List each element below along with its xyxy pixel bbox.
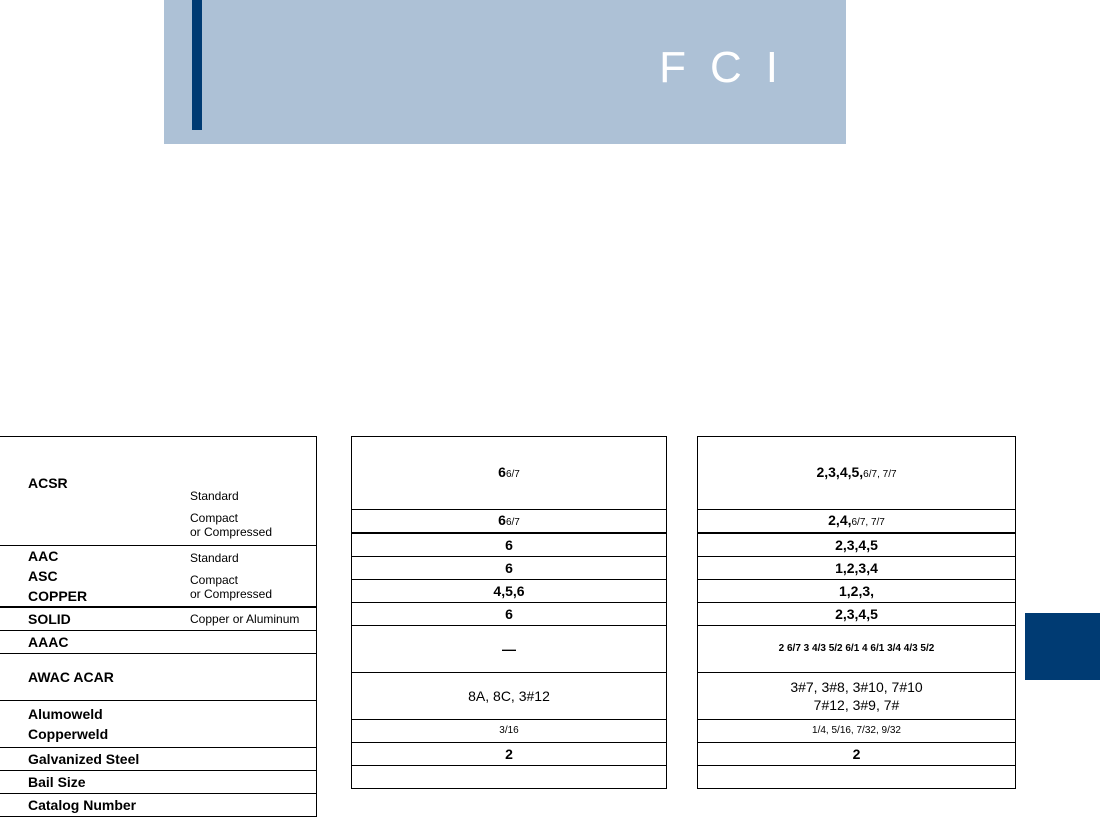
header-banner	[164, 0, 846, 144]
sub-standard: Standard	[190, 489, 239, 503]
table-row	[0, 748, 317, 771]
row-label-acsr: ACSR	[0, 437, 190, 546]
row-label-catalog-number: Catalog Number	[0, 794, 317, 817]
cell-awac: —	[352, 626, 667, 673]
conductor-type-table	[0, 436, 317, 817]
cell-aac-compact: 1,2,3,4	[698, 557, 1016, 580]
cell-aac-compact: 6	[352, 557, 667, 580]
sub-standard: Standard	[190, 551, 239, 565]
cell-alumoweld-line2: 7#12, 3#9, 7#	[813, 697, 900, 713]
cell-bail: 2	[698, 743, 1016, 766]
table-row	[0, 654, 317, 701]
brand-logo: FCI	[659, 43, 802, 92]
cell-alumoweld-line1: 3#7, 3#8, 3#10, 7#10	[790, 679, 923, 695]
row-label-awac-acar: AWAC ACAR	[0, 654, 190, 701]
table-row	[0, 437, 317, 546]
cell-galvanized: 3/16	[352, 720, 667, 743]
cell-bail: 2	[352, 743, 667, 766]
table-row	[0, 607, 317, 631]
cell-awac: 2 6/7 3 4/3 5/2 6/1 4 6/1 3/4 4/3 5/2	[698, 626, 1016, 673]
row-label-alumoweld: Alumoweld Copperweld	[0, 701, 190, 748]
cell-acsr-standard: 66/7	[352, 437, 667, 510]
cell-solid: 1,2,3,	[698, 580, 1016, 603]
row-label-solid: SOLID	[0, 607, 190, 631]
cell-acsr-compact: 66/7	[352, 510, 667, 534]
row-label-aac-asc-copper: AAC ASC COPPER	[0, 546, 190, 608]
cell-acsr-compact: 2,4,6/7, 7/7	[698, 510, 1016, 534]
row-label-aaac: AAAC	[0, 631, 190, 654]
row-sub-aac	[190, 546, 317, 608]
cell-solid: 4,5,6	[352, 580, 667, 603]
value-column-a	[351, 436, 667, 789]
cell-alumoweld	[698, 673, 1016, 720]
row-sub-solid: Copper or Aluminum	[190, 607, 317, 631]
row-label-galvanized: Galvanized Steel	[0, 748, 317, 771]
sub-compact: Compact or Compressed	[190, 573, 273, 601]
row-sub-acsr	[190, 437, 317, 546]
section-tab-marker	[1025, 613, 1100, 680]
cell-acsr-standard: 2,3,4,5,6/7, 7/7	[698, 437, 1016, 510]
cell-aaac: 2,3,4,5	[698, 603, 1016, 626]
table-row	[0, 631, 317, 654]
value-column-b	[697, 436, 1016, 789]
cell-aac-standard: 2,3,4,5	[698, 533, 1016, 557]
sub-compact: Compact or Compressed	[190, 511, 273, 539]
table-row	[0, 701, 317, 748]
cell-aac-standard: 6	[352, 533, 667, 557]
cell-catalog	[698, 766, 1016, 789]
banner-accent-bar	[192, 0, 202, 130]
table-row	[0, 771, 317, 794]
cell-catalog	[352, 766, 667, 789]
cell-alumoweld: 8A, 8C, 3#12	[352, 673, 667, 720]
cell-aaac: 6	[352, 603, 667, 626]
table-row	[0, 546, 317, 608]
row-label-bail-size: Bail Size	[0, 771, 317, 794]
cell-galvanized: 1/4, 5/16, 7/32, 9/32	[698, 720, 1016, 743]
